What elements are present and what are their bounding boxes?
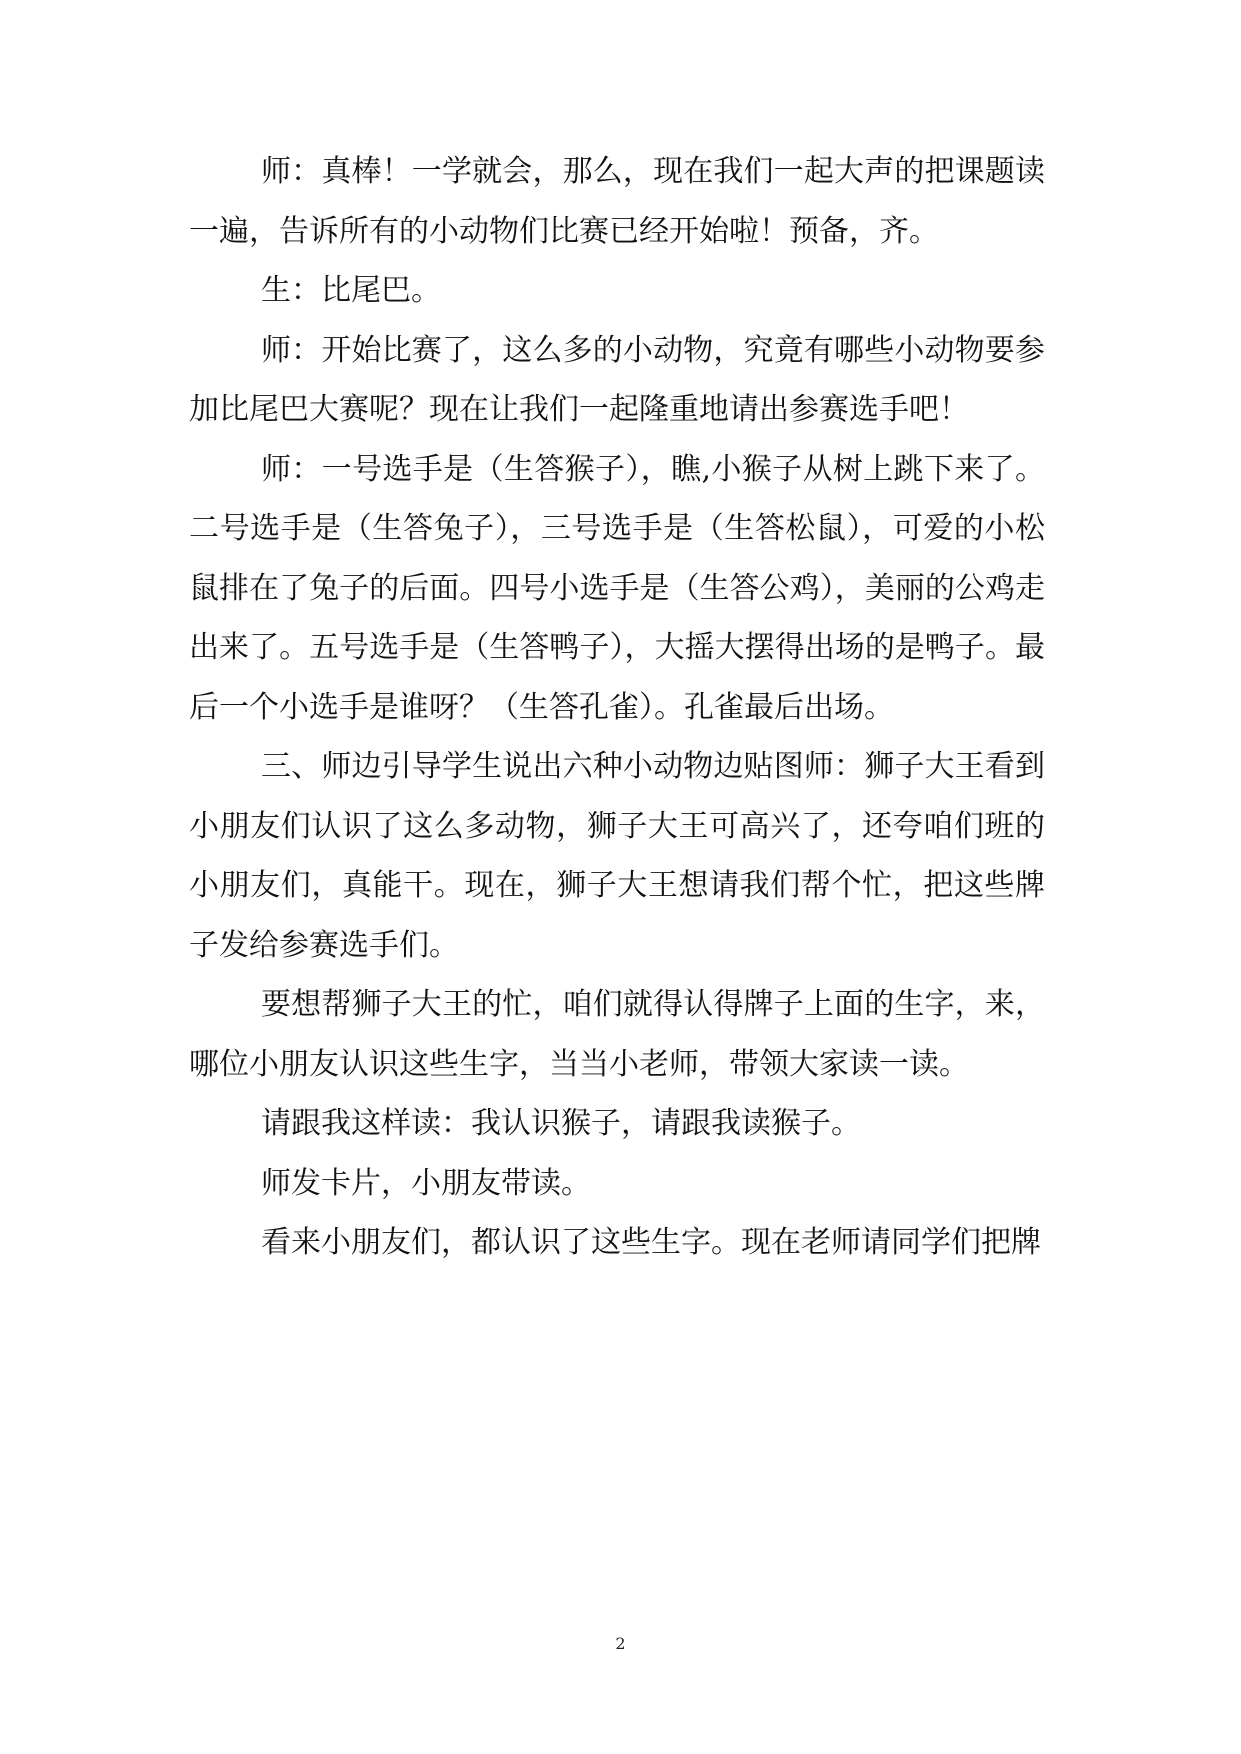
paragraph: 请跟我这样读：我认识猴子，请跟我读猴子。 <box>261 1106 861 1141</box>
paragraph: 看来小朋友们，都认识了这些生字。现在老师请同学们把牌 <box>261 1225 1041 1260</box>
paragraph: 师：真棒！一学就会，那么，现在我们一起大声的把课题读一遍，告诉所有的小动物们比赛已经开始啦！预备，齐。 <box>189 154 1045 249</box>
document-body <box>189 142 1045 1273</box>
paragraph: 三、师边引导学生说出六种小动物边贴图师：狮子大王看到小朋友们认识了这么多动物，狮子大王可高兴了，还夸咱们班的小朋友们，真能干。现在，狮子大王想请我们帮个忙，把这些牌子发给参赛选手们。 <box>189 749 1045 963</box>
paragraph: 要想帮狮子大王的忙，咱们就得认得牌子上面的生字，来，哪位小朋友认识这些生字，当当小老师，带领大家读一读。 <box>189 987 1045 1082</box>
paragraph: 师：一号选手是（生答猴子），瞧,小猴子从树上跳下来了。二号选手是（生答兔子），三号选手是（生答松鼠），可爱的小松鼠排在了兔子的后面。四号小选手是（生答公鸡），美丽的公鸡走出来了。五号选手是（生答鸭子），大摇大摆得出场的是鸭子。最后一个小选手是谁呀？（生答孔雀）。孔雀最后出场。 <box>189 451 1045 725</box>
paragraph: 生：比尾巴。 <box>261 273 441 308</box>
paragraph: 师发卡片，小朋友带读。 <box>261 1165 591 1201</box>
paragraph: 师：开始比赛了，这么多的小动物，究竟有哪些小动物要参加比尾巴大赛呢？现在让我们一起隆重地请出参赛选手吧！ <box>189 332 1045 427</box>
page-number: 2 <box>615 1634 626 1653</box>
